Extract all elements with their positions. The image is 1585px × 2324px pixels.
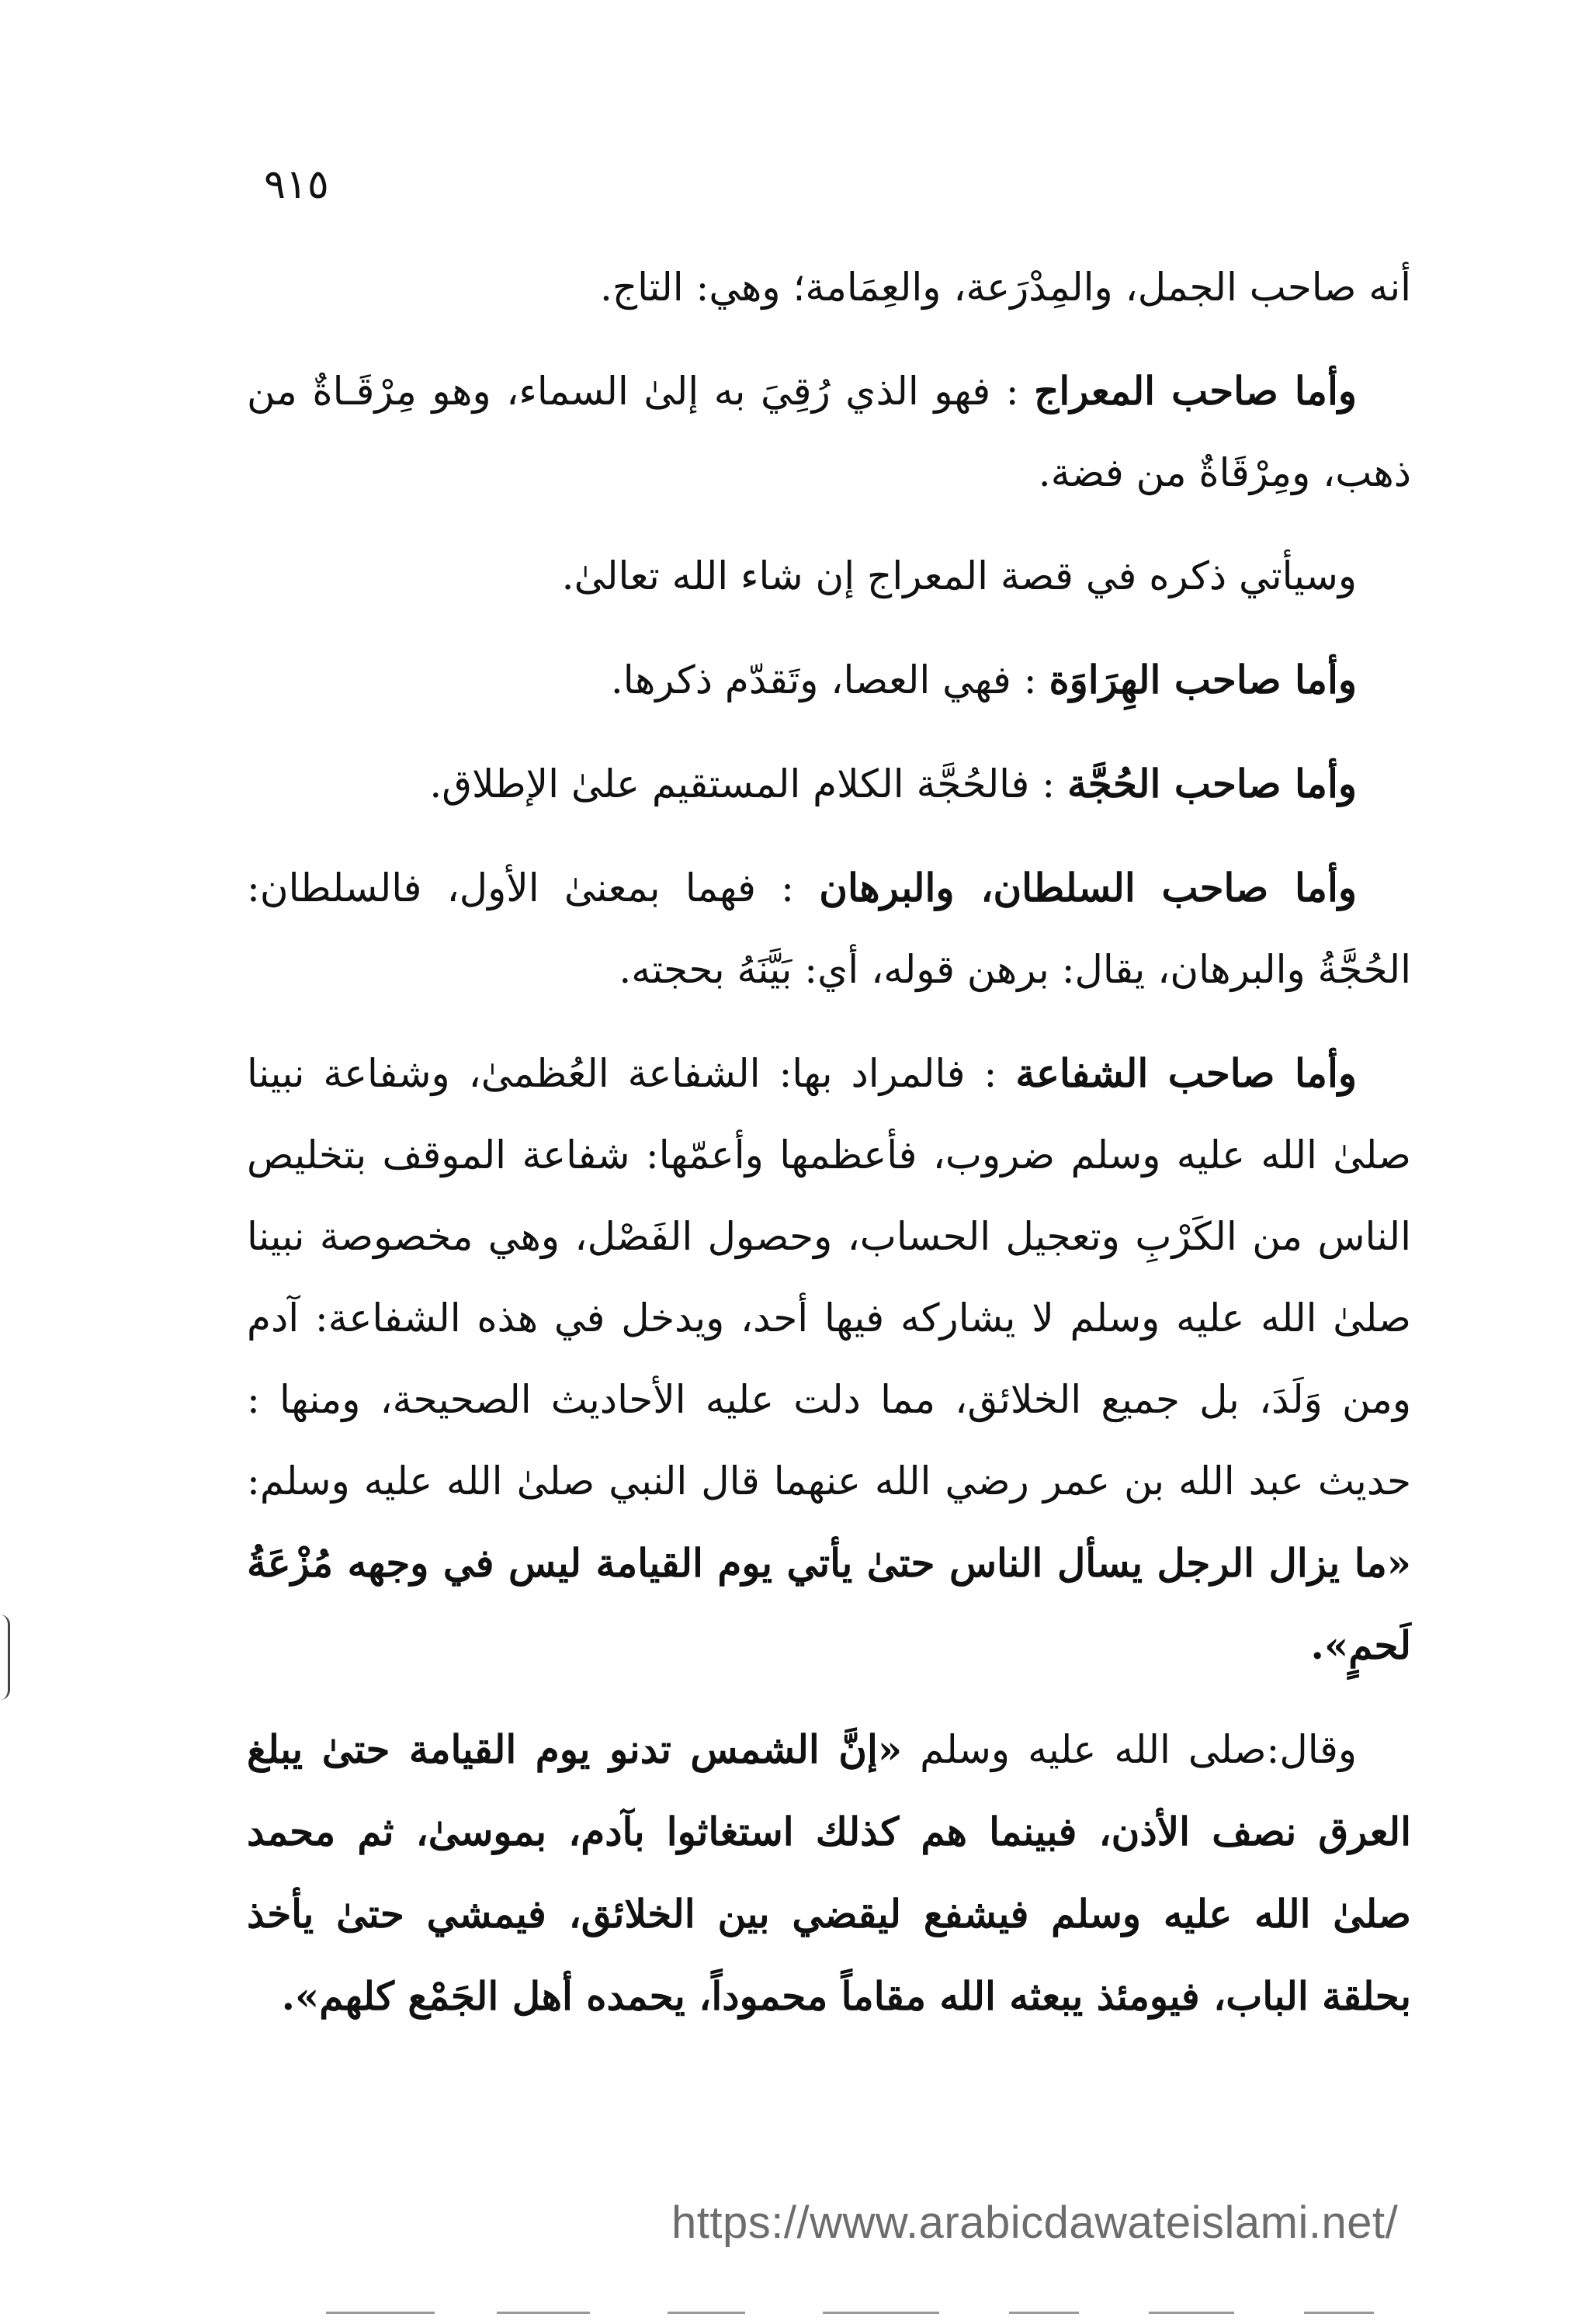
bold-text-run: وأما صاحب الحُجَّة (1066, 761, 1357, 806)
text-run: : فهو الذي رُقِيَ به إلىٰ السماء، وهو مِرْقَـاةٌ من ذهب، ومِرْقَاةٌ من فضة. (247, 369, 1411, 495)
bold-text-run: وأما صاحب الشفاعة (1015, 1050, 1357, 1096)
text-run: وسيأتي ذكره في قصة المعراج إن شاء الله تعالىٰ. (561, 553, 1357, 598)
footer-rule (668, 2312, 745, 2314)
footer-rule (326, 2312, 435, 2314)
bold-text-run: وأما صاحب المعراج (1034, 368, 1357, 414)
text-run: : فهي العصا، وتَقدّم ذكرها. (610, 657, 1049, 702)
footer-rule (1304, 2312, 1374, 2314)
binding-mark (0, 1615, 10, 1700)
text-run: : فالمراد بها: الشفاعة العُظمىٰ، وشفاعة نبينا صلىٰ الله عليه وسلم ضروب، فأعظمها وأعمّها: شفاعة الموقف بتخليص الناس من الكَرْبِ وتعجيل الحساب، وحصول الفَصْل، وهي مخصوصة نبينا صلىٰ الله عليه وسلم لا يشاركه فيها أحد، ويدخل في هذه الشفاعة: آدم ومن وَلَدَ، بل جميع الخلائق، مما دلت عليه الأحاديث الصحيحة، ومنها : حديث عبد الله بن عمر رضي الله عنهما قال النبي صلىٰ الله عليه وسلم: (247, 1051, 1411, 1504)
bold-text-run: «إنَّ الشمس تدنو يوم القيامة حتىٰ يبلغ العرق نصف الأذن، فبينما هم كذلك استغاثوا بآدم، بموسىٰ، ثم محمد صلىٰ الله عليه وسلم فيشفع ليقضي بين الخلائق، فيمشي حتىٰ يأخذ بحلقة الباب، فيومئذ يبعثه الله مقاماً محموداً، يحمده أهل الجَمْع كلهم». (247, 1726, 1411, 2019)
text-run: أنه صاحب الجمل، والمِدْرَعة، والعِمَامة؛ وهي: التاج. (600, 265, 1411, 310)
paragraph (247, 639, 1411, 721)
text-run: : فهما بمعنىٰ الأول، فالسلطان: الحُجَّةُ والبرهان، يقال: برهن قوله، أي: بَيَّنَهُ بحجته. (247, 865, 1411, 992)
bold-text-run: «ما يزال الرجل يسأل الناس حتىٰ يأتي يوم القيامة ليس في وجهه مُزْعَةُ لَحمٍ». (247, 1540, 1411, 1668)
text-run: : فالحُجَّة الكلام المستقيم علىٰ الإطلاق. (429, 761, 1067, 806)
body-text (247, 247, 1411, 2059)
paragraph (247, 1032, 1411, 1687)
footer-rule (1009, 2312, 1079, 2314)
bold-text-run: وأما صاحب الهِرَاوَة (1049, 657, 1357, 702)
paragraph (247, 743, 1411, 825)
footer-rule (497, 2312, 590, 2314)
paragraph (247, 536, 1411, 617)
text-run: وقال:صلى الله عليه وسلم (902, 1727, 1357, 1772)
paragraph (247, 1708, 1411, 2038)
paragraph (247, 247, 1411, 328)
bold-text-run: وأما صاحب السلطان، والبرهان (819, 865, 1357, 911)
paragraph (247, 847, 1411, 1011)
footer-rule (823, 2312, 939, 2314)
paragraph (247, 350, 1411, 514)
footer-rule (1149, 2312, 1234, 2314)
page-number: ٩١٥ (264, 161, 329, 208)
watermark-url: https://www.arabicdawateislami.net/ (671, 2197, 1399, 2248)
